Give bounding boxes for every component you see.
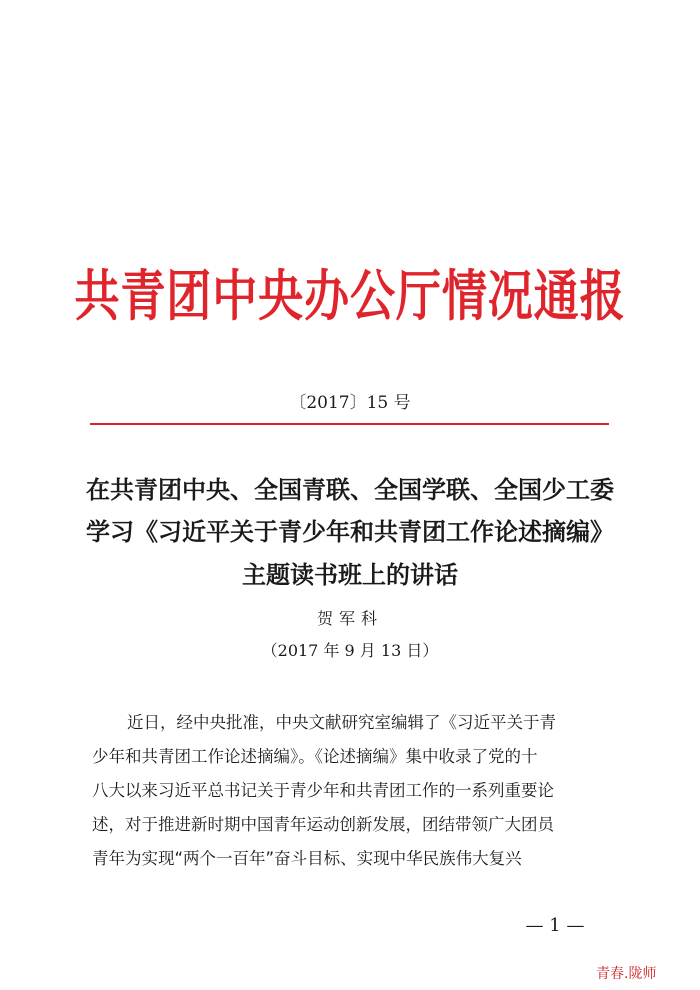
page-number: — 1 — <box>525 915 585 936</box>
body-line: 述，对于推进新时期中国青年运动创新发展，团结带领广大团员 <box>92 815 554 834</box>
document-number: 〔2017〕15 号 <box>289 393 411 413</box>
body-line: 少年和共青团工作论述摘编》。《论述摘编》集中收录了党的十 <box>92 747 538 766</box>
watermark: 青春.陇师 <box>596 966 657 982</box>
article-title-line-2: 学习《习近平关于青少年和共青团工作论述摘编》 <box>86 517 614 546</box>
article-title-line-3: 主题读书班上的讲话 <box>242 560 458 589</box>
masthead-title: 共青团中央办公厅情况通报 <box>74 264 626 328</box>
red-divider <box>90 423 609 425</box>
body-line: 青年为实现“两个一百年”奋斗目标、实现中华民族伟大复兴 <box>92 849 522 868</box>
body-line: 近日，经中央批准，中央文献研究室编辑了《习近平关于青 <box>127 713 556 732</box>
author-name: 贺军科 <box>316 609 383 628</box>
article-title-line-1: 在共青团中央、全国青联、全国学联、全国少工委 <box>86 475 614 504</box>
speech-date: （2017 年 9 月 13 日） <box>261 641 439 660</box>
body-line: 八大以来习近平总书记关于青少年和共青团工作的一系列重要论 <box>92 781 554 800</box>
